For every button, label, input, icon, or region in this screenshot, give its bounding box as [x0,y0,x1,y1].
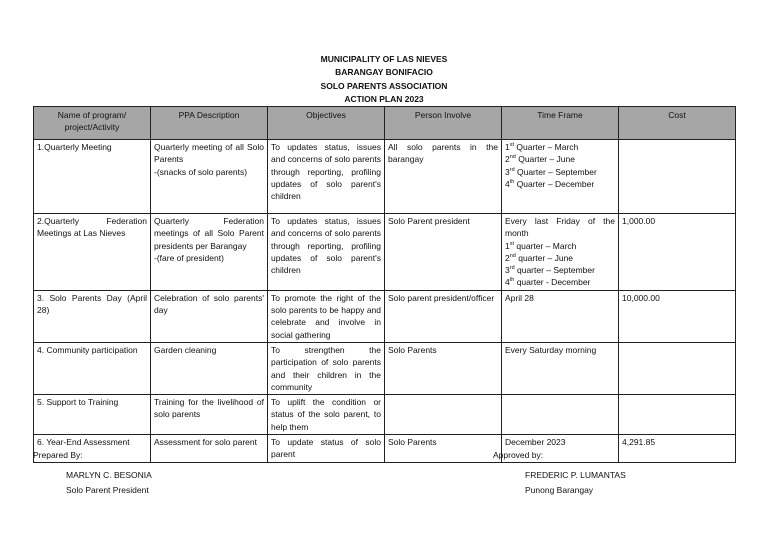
col-header-name: Name of program/ project/Activity [34,107,151,140]
approved-by-title: Punong Barangay [525,485,594,495]
col-header-time: Time Frame [502,107,619,140]
row-objectives: To promote the right of the solo parents to be happy and celebrate and involve in social gathering [268,290,385,342]
time-line: 1st Quarter – March [505,142,579,152]
row-time: Every Saturday morning [502,342,619,394]
row-person: Solo Parents [385,342,502,394]
row-person: All solo parents in the barangay [385,140,502,214]
row-ppa: Training for the livelihood of solo parents [151,395,268,435]
table-row [34,214,736,291]
ppa-line: Quarterly Federation meetings of all Solo Parent presidents per Barangay [154,216,264,251]
action-plan-table [33,106,736,463]
row-ppa: Celebration of solo parents' day [151,290,268,342]
row-objectives: To uplift the condition or status of the solo parent, to help them [268,395,385,435]
time-line: 3rd quarter – September [505,265,595,276]
row-person [385,395,502,435]
row-time [502,395,619,435]
approved-by-name: FREDERIC P. LUMANTAS [525,470,626,480]
row-objectives: To update status of solo parent [268,435,385,463]
row-name: 4. Community participation [34,342,151,394]
row-person: Solo Parent president [385,214,502,291]
row-objectives: To strengthen the participation of solo parents and their children in the community [268,342,385,394]
row-time [502,140,619,214]
table-row [34,395,736,435]
row-cost [619,342,736,394]
time-line: 2nd Quarter – June [505,154,575,165]
row-cost: 10,000.00 [619,290,736,342]
col-header-person: Person Involve [385,107,502,140]
prepared-by-name: MARLYN C. BESONIA [66,470,152,480]
time-line: 1st quarter – March [505,240,577,251]
table-header-row [34,107,736,140]
col-header-cost: Cost [619,107,736,140]
row-ppa [151,140,268,214]
row-cost: 1,000.00 [619,214,736,291]
row-ppa: Assessment for solo parent [151,435,268,463]
ppa-line: -(fare of president) [154,252,224,263]
time-line: 3rd Quarter – September [505,166,597,177]
row-time: December 2023 [502,435,619,463]
row-person: Solo parent president/officer [385,290,502,342]
row-time: April 28 [502,290,619,342]
header-barangay: BARANGAY BONIFACIO [335,67,433,78]
time-intro: Every last Friday of the month [505,216,615,239]
row-objectives: To updates status, issues and concerns of solo parents through reporting, profiling updates of solo parent's children [268,214,385,291]
header-municipality: MUNICIPALITY OF LAS NIEVES [320,54,448,64]
row-ppa [151,214,268,291]
row-time [502,214,619,291]
row-name: 5. Support to Training [34,395,151,435]
time-line: 2nd quarter – June [505,252,574,263]
col-header-objectives: Objectives [268,107,385,140]
row-cost [619,395,736,435]
table-row [34,140,736,214]
row-name: 2.Quarterly Federation Meetings at Las Nieves [34,214,151,291]
row-ppa: Garden cleaning [151,342,268,394]
time-line: 4th quarter - December [505,277,591,288]
table-row [34,290,736,342]
row-person: Solo Parents [385,435,502,463]
row-name: 6. Year-End Assessment [34,435,151,463]
table-row [34,435,736,463]
row-cost: 4,291.85 [619,435,736,463]
table-row [34,342,736,394]
approved-by-label: Approved by: [493,450,544,460]
time-line: 4th Quarter – December [505,178,595,189]
header-association: SOLO PARENTS ASSOCIATION [320,80,448,91]
prepared-by-title: Solo Parent President [66,485,149,495]
document-header [0,53,768,107]
ppa-line: Quarterly meeting of all Solo Parents [154,142,264,165]
row-name: 3. Solo Parents Day (April 28) [34,290,151,342]
row-cost [619,140,736,214]
header-plan-title: ACTION PLAN 2023 [344,94,424,105]
prepared-by-label: Prepared By: [33,450,83,460]
row-name: 1.Quarterly Meeting [34,140,151,214]
col-header-ppa: PPA Description [151,107,268,140]
row-objectives: To updates status, issues and concerns of solo parents through reporting, profiling updates of solo parent's children [268,140,385,214]
ppa-line: -(snacks of solo parents) [154,166,248,177]
